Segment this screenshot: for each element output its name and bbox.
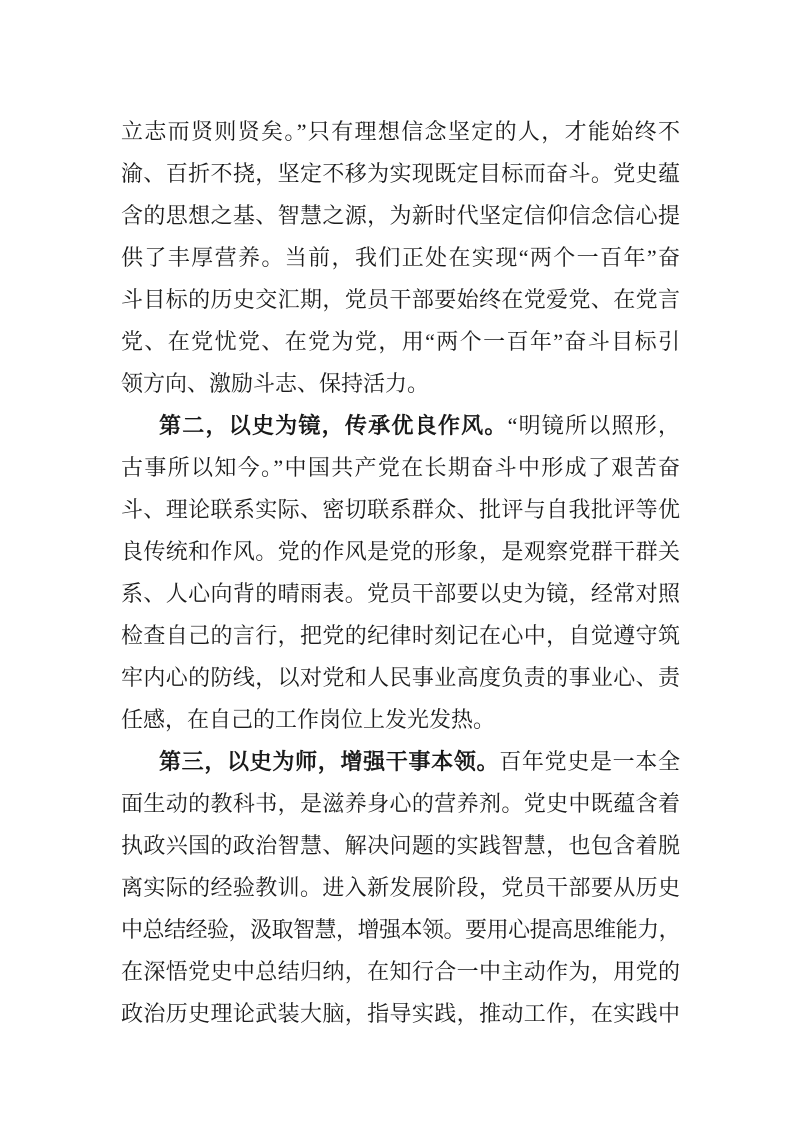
text-line bbox=[121, 405, 680, 447]
text-block bbox=[121, 111, 680, 1035]
text-line: 立志而贤则贤矣。”只有理想信念坚定的人，才能始终不 bbox=[121, 119, 680, 144]
text-line: 中总结经验，汲取智慧，增强本领。要用心提高思维能力， bbox=[121, 917, 680, 942]
text-line: 离实际的经验教训。进入新发展阶段，党员干部要从历史 bbox=[121, 875, 680, 900]
text-line: 在深悟党史中总结归纳，在知行合一中主动作为，用党的 bbox=[121, 959, 680, 984]
text-line: 领方向、激励斗志、保持活力。 bbox=[121, 371, 430, 396]
text-line: 含的思想之基、智慧之源，为新时代坚定信仰信念信心提 bbox=[121, 203, 680, 228]
text-line: 牢内心的防线，以对党和人民事业高度负责的事业心、责 bbox=[121, 665, 680, 690]
text-line: 良传统和作风。党的作风是党的形象，是观察党群干群关 bbox=[121, 539, 680, 564]
text-line: 政治历史理论武装大脑，指导实践，推动工作，在实践中 bbox=[121, 1001, 680, 1026]
section-heading-2-rest: “明镜所以照形， bbox=[507, 413, 680, 438]
text-line: 党、在党忧党、在党为党，用“两个一百年”奋斗目标引 bbox=[121, 329, 680, 354]
text-line: 面生动的教科书，是滋养身心的营养剂。党史中既蕴含着 bbox=[121, 791, 680, 816]
text-line: 执政兴国的政治智慧、解决问题的实践智慧，也包含着脱 bbox=[121, 833, 680, 858]
text-line: 渝、百折不挠，坚定不移为实现既定目标而奋斗。党史蕴 bbox=[121, 161, 680, 186]
section-heading-3: 第三，以史为师，增强干事本领。 bbox=[159, 749, 500, 774]
section-heading-3-rest: 百年党史是一本全 bbox=[499, 749, 680, 774]
text-line: 供了丰厚营养。当前，我们正处在实现“两个一百年”奋 bbox=[121, 245, 680, 270]
text-line bbox=[121, 741, 680, 783]
section-heading-2: 第二，以史为镜，传承优良作风。 bbox=[159, 413, 508, 438]
text-line: 系、人心向背的晴雨表。党员干部要以史为镜，经常对照 bbox=[121, 581, 680, 606]
text-line: 古事所以知今。”中国共产党在长期奋斗中形成了艰苦奋 bbox=[121, 455, 680, 480]
text-line: 斗、理论联系实际、密切联系群众、批评与自我批评等优 bbox=[121, 497, 680, 522]
text-line: 斗目标的历史交汇期，党员干部要始终在党爱党、在党言 bbox=[121, 287, 680, 312]
text-line: 检查自己的言行，把党的纪律时刻记在心中，自觉遵守筑 bbox=[121, 623, 680, 648]
text-line: 任感，在自己的工作岗位上发光发热。 bbox=[121, 707, 496, 732]
